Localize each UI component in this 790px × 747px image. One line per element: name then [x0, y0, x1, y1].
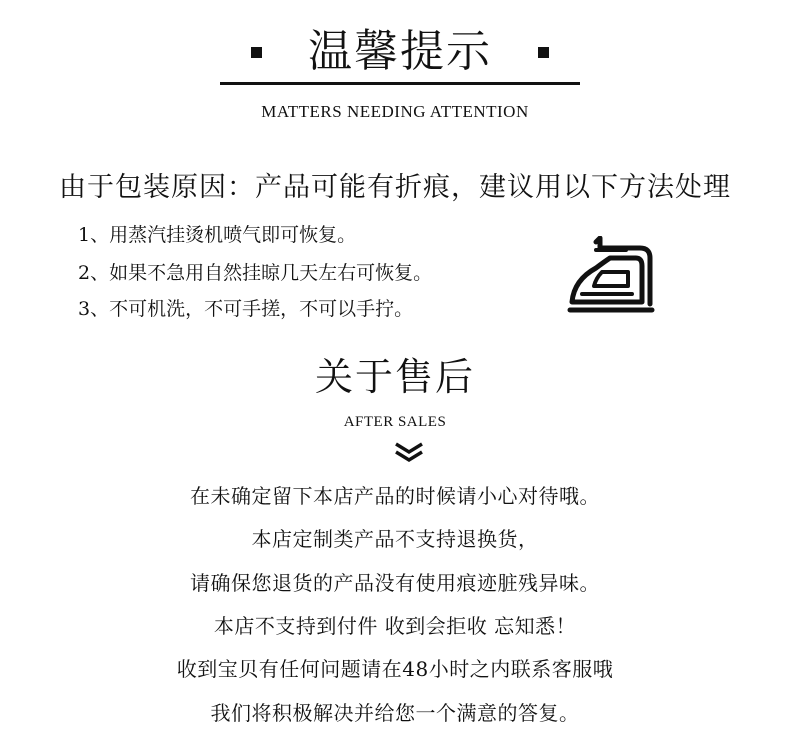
policy-line: 请确保您退货的产品没有使用痕迹脏残异味。: [190, 571, 600, 595]
policy-line: 收到宝贝有任何问题请在48小时之内联系客服哦: [176, 657, 614, 681]
policy-line: 本店不支持到付件 收到会拒收 忘知悉！: [213, 614, 577, 638]
tip-item: 1、用蒸汽挂烫机喷气即可恢复。: [78, 224, 357, 246]
square-bullet-icon: [538, 47, 549, 58]
page-title: 温馨提示: [308, 26, 492, 77]
title-underline: [220, 82, 580, 85]
policy-line: 我们将积极解决并给您一个满意的答复。: [210, 701, 580, 725]
after-sales-subtitle: AFTER SALES: [343, 414, 447, 430]
after-sales-title: 关于售后: [314, 355, 475, 399]
tip-item: 3、不可机洗，不可手搓，不可以手拧。: [78, 298, 414, 320]
packaging-heading: 由于包装原因：产品可能有折痕，建议用以下方法处理: [59, 172, 731, 203]
tip-item: 2、如果不急用自然挂晾几天左右可恢复。: [78, 262, 433, 284]
notice-header: [220, 18, 580, 86]
page-subtitle: MATTERS NEEDING ATTENTION: [261, 102, 529, 121]
steam-iron-icon: [566, 236, 658, 314]
policy-line: 在未确定留下本店产品的时候请小心对待哦。: [190, 484, 600, 508]
square-bullet-icon: [251, 47, 262, 58]
policy-line: 本店定制类产品不支持退换货，: [251, 527, 539, 551]
double-chevron-down-icon: [393, 441, 425, 463]
